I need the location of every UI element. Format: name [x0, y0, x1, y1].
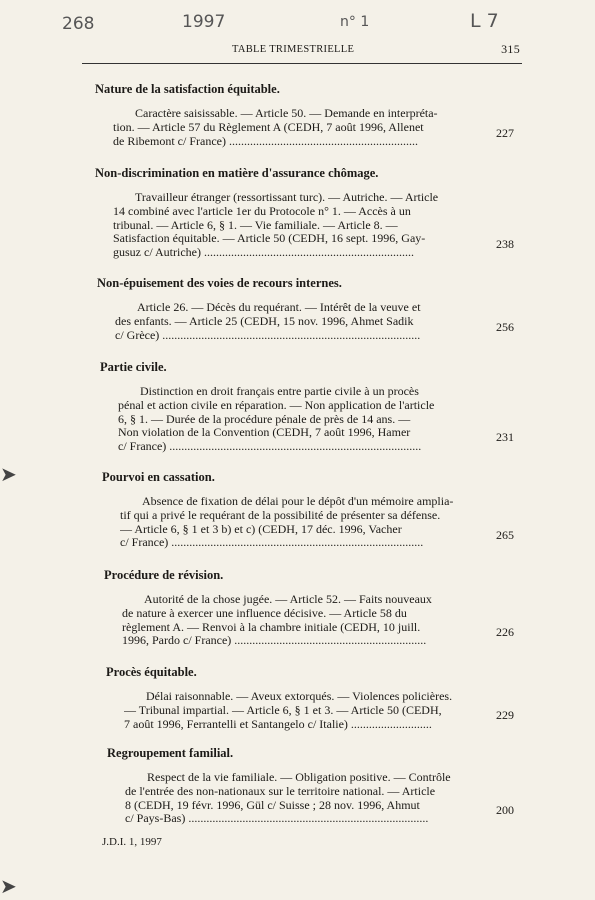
index-entry — [95, 82, 485, 148]
entry-page-number: 231 — [496, 430, 514, 444]
margin-arrow-icon: ➤ — [0, 874, 17, 898]
entry-line: 7 août 1996, Ferrantelli et Santangelo c/ Italie) ........................... — [124, 717, 432, 731]
handwritten-mark: n° 1 — [340, 14, 370, 30]
entry-line: c/ France) .................................................................................... — [118, 440, 422, 454]
entry-page-number: 256 — [496, 320, 514, 334]
entry-line: c/ Grèce) ...................................................................................... — [115, 328, 421, 342]
entry-text — [113, 107, 485, 148]
entry-line: des enfants. — Article 25 (CEDH, 15 nov. 1996, Ahmet Sadik — [115, 314, 414, 328]
entry-page-number: 227 — [496, 126, 514, 140]
index-entry — [100, 360, 490, 454]
entry-line: de l'entrée des non-nationaux sur le territoire national. — Article — [125, 784, 436, 798]
index-entry — [102, 470, 492, 550]
entry-line: tion. — Article 57 du Règlement A (CEDH, 7 août 1996, Allenet — [113, 120, 424, 134]
entry-line: règlement A. — Renvoi à la chambre initiale (CEDH, 10 juill. — [122, 620, 421, 634]
entry-line: 1996, Pardo c/ France) ................................................................ — [122, 634, 427, 648]
entry-text — [115, 301, 487, 342]
entry-heading: Regroupement familial. — [107, 746, 234, 760]
header-title: TABLE TRIMESTRIELLE — [232, 44, 355, 55]
handwritten-code: L 7 — [470, 10, 499, 32]
index-entry — [97, 276, 487, 342]
entry-line: 14 combiné avec l'article 1er du Protocole n° 1. — Accès à un — [113, 204, 411, 218]
margin-arrow-icon: ➤ — [0, 462, 17, 486]
entry-line: Autorité de la chose jugée. — Article 52. — Faits nouveaux — [144, 593, 432, 606]
entry-text — [120, 495, 492, 550]
entry-heading: Non-épuisement des voies de recours internes. — [97, 276, 342, 290]
entry-line: Distinction en droit français entre partie civile à un procès — [140, 385, 419, 398]
header-page-number: 315 — [501, 42, 520, 56]
entry-line: c/ France) .................................................................................... — [120, 536, 424, 550]
index-entry — [95, 166, 485, 260]
entry-heading: Partie civile. — [100, 360, 167, 374]
entry-line: c/ Pays-Bas) ................................................................................ — [125, 812, 429, 826]
entry-page-number: 200 — [496, 803, 514, 817]
entry-line: de nature à exercer une influence décisive. — Article 58 du — [122, 606, 407, 620]
entry-page-number: 226 — [496, 625, 514, 639]
entry-text — [125, 771, 497, 826]
handwritten-year: 1997 — [182, 12, 226, 32]
entry-line: 8 (CEDH, 19 févr. 1996, Gül c/ Suisse ; 28 nov. 1996, Ahmut — [125, 798, 420, 812]
entry-line: pénal et action civile en réparation. — Non application de l'article — [118, 398, 435, 412]
entry-line: Satisfaction équitable. — Article 50 (CEDH, 16 sept. 1996, Gay- — [113, 232, 426, 246]
entry-page-number: 238 — [496, 237, 514, 251]
entry-line: — Tribunal impartial. — Article 6, § 1 et 3. — Article 50 (CEDH, — [124, 703, 442, 717]
entry-heading: Nature de la satisfaction équitable. — [95, 82, 280, 96]
entry-line: Délai raisonnable. — Aveux extorqués. — Violences policières. — [146, 690, 453, 703]
entry-line: Non violation de la Convention (CEDH, 7 août 1996, Hamer — [118, 426, 411, 440]
footer-citation: J.D.I. 1, 1997 — [102, 836, 162, 848]
entry-line: de Ribemont c/ France) ............................................................... — [113, 134, 418, 148]
entry-heading: Non-discrimination en matière d'assurance chômage. — [95, 166, 379, 180]
index-entry — [106, 665, 496, 731]
entry-page-number: 265 — [496, 528, 514, 542]
entry-line: Absence de fixation de délai pour le dépôt d'un mémoire amplia- — [142, 495, 454, 508]
entry-heading: Procédure de révision. — [104, 568, 224, 582]
entry-line: — Article 6, § 1 et 3 b) et c) (CEDH, 17 déc. 1996, Vacher — [120, 522, 402, 536]
entry-line: Respect de la vie familiale. — Obligation positive. — Contrôle — [147, 771, 451, 784]
entry-text — [118, 385, 490, 454]
entry-heading: Pourvoi en cassation. — [102, 470, 215, 484]
entry-text — [124, 690, 496, 731]
entry-line: Caractère saisissable. — Article 50. — Demande en interpréta- — [135, 107, 438, 120]
entry-line: gusuz c/ Autriche) ...................................................................... — [113, 246, 414, 260]
entry-line: tif qui a privé le requérant de la possibilité de présenter sa défense. — [120, 508, 441, 522]
header-rule — [82, 63, 522, 64]
entry-line: Article 26. — Décès du requérant. — Intérêt de la veuve et — [137, 301, 421, 314]
entry-page-number: 229 — [496, 708, 514, 722]
index-entry — [104, 568, 494, 648]
entry-line: tribunal. — Article 6, § 1. — Vie familiale. — Article 8. — — [113, 218, 398, 232]
index-entry — [107, 746, 497, 826]
entry-text — [122, 593, 494, 648]
entry-line: 6, § 1. — Durée de la procédure pénale de près de 14 ans. — — [118, 412, 411, 426]
entry-line: Travailleur étranger (ressortissant turc). — Autriche. — Article — [135, 191, 439, 204]
handwritten-number: 268 — [62, 14, 95, 34]
entry-heading: Procès équitable. — [106, 665, 197, 679]
entry-text — [113, 191, 485, 260]
